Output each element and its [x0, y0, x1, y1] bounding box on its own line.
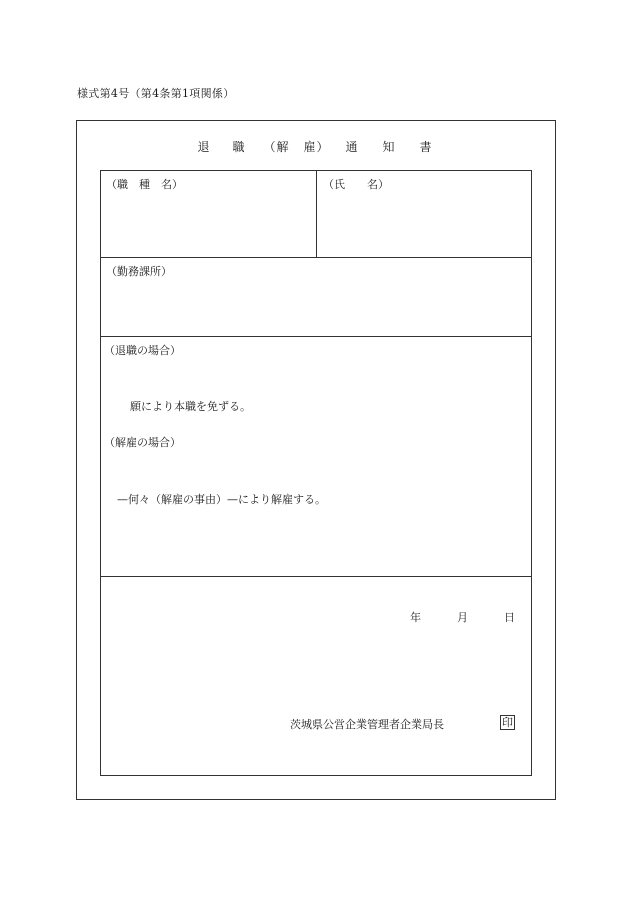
title-char: 雇） [303, 140, 330, 154]
seal-label: 印 [502, 716, 513, 729]
name-label: （氏 名） [323, 178, 389, 191]
dismissal-text: —何々（解雇の事由）—により解雇する。 [117, 493, 326, 506]
workplace-label: （勤務課所） [106, 265, 172, 278]
title-char: 通 [345, 140, 359, 154]
retirement-heading: （退職の場合） [104, 344, 181, 357]
title-char: 知 [382, 140, 396, 154]
retirement-text: 願により本職を免ずる。 [130, 400, 251, 413]
date-year: 年 [410, 611, 421, 624]
dismissal-heading: （解雇の場合） [104, 436, 181, 449]
column-divider [316, 170, 317, 257]
form-number-label: 様式第4号（第4条第1項関係） [77, 87, 235, 100]
issuer-name: 茨城県公営企業管理者企業局長 [290, 718, 444, 731]
date-month: 月 [457, 611, 468, 624]
row-divider [100, 576, 532, 577]
job-type-label: （職 種 名） [106, 178, 183, 191]
title-char: 書 [419, 140, 433, 154]
title-char: 職 [232, 140, 246, 154]
title-char: 退 [197, 140, 211, 154]
form-table [100, 170, 532, 776]
date-day: 日 [504, 611, 515, 624]
row-divider [100, 336, 532, 337]
seal-mark [500, 715, 515, 730]
row-divider [100, 257, 532, 258]
document-title [0, 138, 630, 155]
title-char: （解 [263, 140, 290, 154]
